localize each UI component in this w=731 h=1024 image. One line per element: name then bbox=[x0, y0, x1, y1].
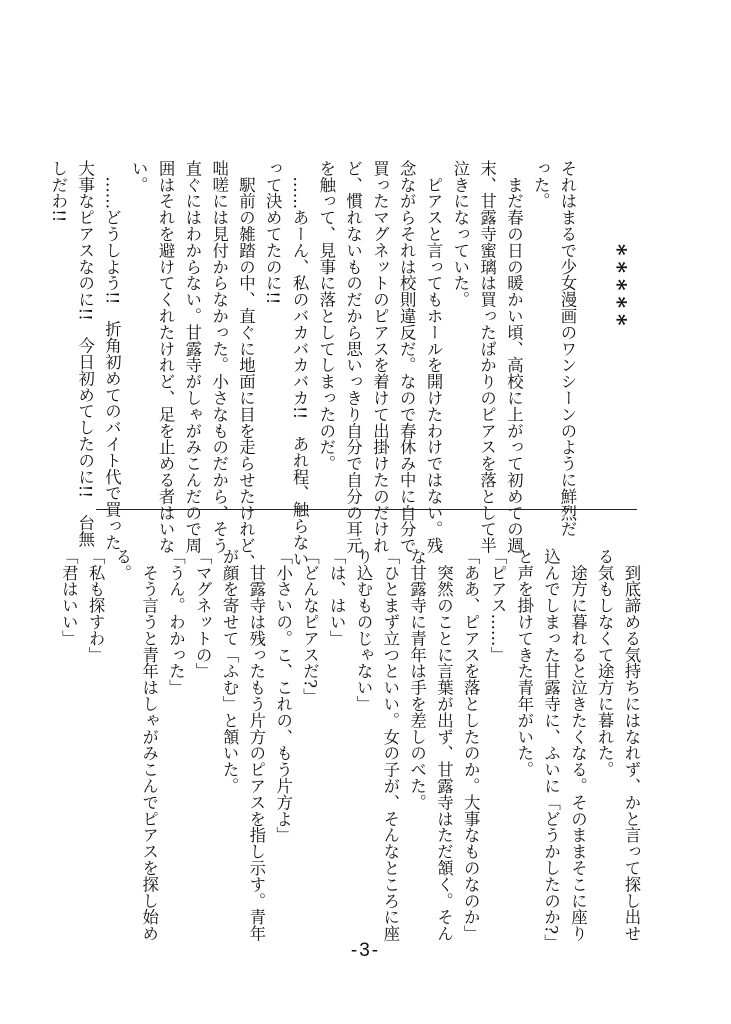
text-line: そう言うと青年はしゃがみこんでピアスを探し始め bbox=[139, 548, 159, 942]
text-line: い。 bbox=[129, 160, 149, 193]
section-break-stars: ***** bbox=[604, 244, 630, 332]
text-line: 囲はそれを避けてくれたけれど、足を止める者はいな bbox=[156, 160, 176, 554]
text-line: る気もしなくて途方に暮れた。 bbox=[595, 548, 615, 778]
text-line: 直ぐにはわからない。甘露寺がしゃがみこんだので周 bbox=[182, 160, 202, 554]
text-line: 「小さいの。こ、これの、もう片方よ」 bbox=[273, 548, 293, 844]
horizontal-divider bbox=[96, 509, 637, 510]
text-line: 込んでしまった甘露寺に、ふいに「どうかしたのか?」 bbox=[541, 548, 561, 951]
text-line: が顔を寄せて「ふむ」と頷いた。 bbox=[220, 548, 240, 794]
text-line: る。 bbox=[112, 548, 132, 581]
text-line: 「私も探すわ」 bbox=[86, 548, 106, 663]
text-line: 駅前の雑踏の中、直ぐに地面に目を走らせたけれど、 bbox=[236, 160, 256, 570]
text-line: 途方に暮れると泣きたくなる。そのままそこに座り bbox=[568, 548, 588, 942]
text-line: 咄嗟には見付からなかった。小さなものだから、そう bbox=[209, 160, 229, 554]
text-line: 買ったマグネットのピアスを着けて出掛けたのだけれ bbox=[370, 160, 390, 554]
text-line: 突然のことに言葉が出ず、甘露寺はただ頷く。そん bbox=[434, 548, 454, 942]
text-line: まだ春の日の暖かい頃、高校に上がって初めての週 bbox=[504, 160, 524, 554]
text-line: ピアスと言ってもホールを開けたわけではない。残 bbox=[424, 160, 444, 554]
text-line: と声を掛けてきた青年がいた。 bbox=[514, 548, 534, 778]
text-line: しだわ!! bbox=[48, 160, 68, 223]
text-line: 末、甘露寺蜜璃は買ったばかりのピアスを落として半 bbox=[477, 160, 497, 554]
text-line: 大事なピアスなのに!! 今日初めてしたのに!! 台無 bbox=[75, 160, 95, 548]
text-line: を触って、見事に落としてしまったのだ。 bbox=[316, 160, 336, 472]
text-line: な甘露寺に青年は手を差しのべた。 bbox=[407, 548, 427, 811]
text-line: 「ピアス……」 bbox=[488, 548, 508, 663]
text-block-upper bbox=[48, 160, 580, 570]
text-line: 「は、はい」 bbox=[327, 548, 347, 647]
text-line: って決めてたのに!! bbox=[263, 160, 283, 305]
text-line: 甘露寺は残ったもう片方のピアスを指し示す。青年 bbox=[246, 548, 266, 942]
text-line: それはまるで少女漫画のワンシーンのように鮮烈だ bbox=[558, 160, 577, 538]
text-block-lower bbox=[59, 548, 644, 951]
text-line: 「マグネットの」 bbox=[193, 548, 213, 680]
page-number: -3- bbox=[350, 940, 381, 961]
text-line: り込むものじゃない」 bbox=[354, 548, 374, 712]
text-line: ど、慣れないものだから思いっきり自分で自分の耳元 bbox=[343, 160, 363, 554]
text-line: 「どんなピアスだ?」 bbox=[300, 548, 320, 705]
text-line: ……どうしよう!! 折角初めてのバイト代で買った bbox=[102, 160, 122, 551]
text-line: ……あーん、私のバカバカバカ!! あれ程、触らない bbox=[290, 160, 310, 567]
text-line: 「うん。わかった」 bbox=[166, 548, 186, 696]
text-line: った。 bbox=[531, 160, 551, 210]
text-line: 念ながらそれは校則違反だ。なので春休み中に自分で bbox=[397, 160, 417, 554]
text-line: 「君はいい」 bbox=[59, 548, 79, 647]
text-line: 「ああ、ピアスを落としたのか。大事なものなのか」 bbox=[461, 548, 481, 942]
text-line: 「ひとまず立つといい。女の子が、そんなところに座 bbox=[380, 548, 400, 942]
text-line: 泣きになっていた。 bbox=[450, 160, 470, 308]
text-line: 到底諦める気持ちにはなれず、かと言って探し出せ bbox=[622, 548, 641, 942]
